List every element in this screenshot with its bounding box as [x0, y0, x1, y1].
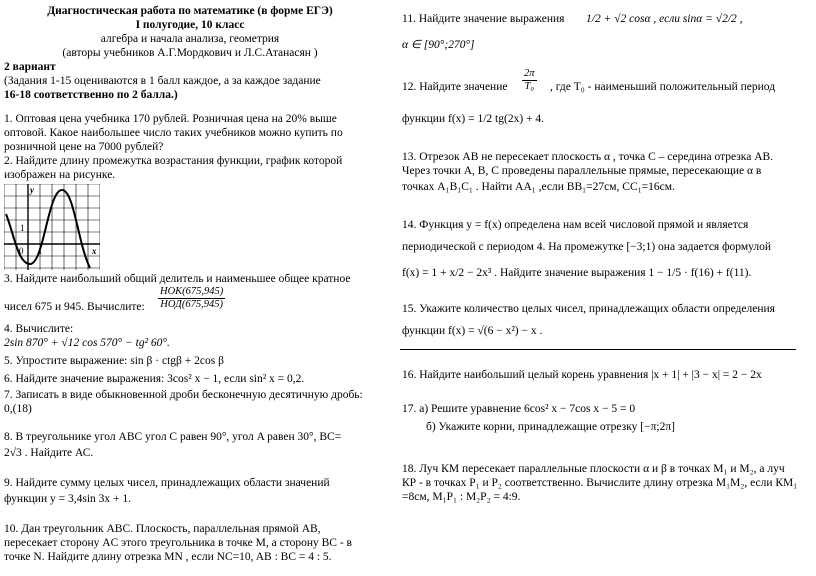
task-1-line-1: 1. Оптовая цена учебника 170 рублей. Розничная цена на 20% выше: [4, 113, 337, 125]
task-12-fraction: [522, 68, 537, 93]
task-5: 5. Упростите выражение: sin β · ctgβ + 2cos β: [4, 355, 224, 367]
task-10-line-2: пересекает сторону AC этого треугольника в точке M, а сторону BC - в: [4, 537, 352, 549]
task-10-line-1: 10. Дан треугольник ABC. Плоскость, параллельная прямой AB,: [4, 523, 321, 535]
task-6: 6. Найдите значение выражения: 3cos² x − 1, если sin² x = 0,2.: [4, 373, 305, 385]
task-3-denominator: НОД(675,945): [160, 299, 223, 310]
task-11-expression: 1/2 + √2 cosα , если sinα = √2/2 ,: [586, 13, 743, 25]
task-3-line-1: 3. Найдите наибольший общий делитель и наименьшее общее кратное: [4, 273, 351, 285]
task-12-numerator: 2π: [524, 68, 535, 79]
graph-origin-label: 0: [19, 246, 24, 256]
graph-one-x-label: 1: [38, 246, 43, 256]
doc-title: Диагностическая работа по математике (в форме ЕГЭ): [47, 5, 333, 17]
task-12-denominator: T₀: [524, 81, 534, 92]
task-12-line-1: 12. Найдите значение: [402, 81, 508, 93]
task-18-line-1: 18. Луч КМ пересекает параллельные плоскости α и β в точках M₁ и M₂, а луч: [402, 463, 785, 475]
task-4-expression: 2sin 870° + √12 cos 570° − tg² 60°.: [4, 337, 170, 349]
task-17-line-2: б) Укажите корни, принадлежащие отрезку [−π;2π]: [426, 421, 675, 433]
task-12-line-1b: , где T₀ - наименьший положительный период: [550, 81, 776, 93]
task-8-line-1: 8. В треугольнике угол ABC угол C равен 90°, угол A равен 30°, BC=: [4, 431, 342, 443]
task-2-line-1: 2. Найдите длину промежутка возрастания функции, график которой: [4, 155, 343, 167]
task-1-line-3: розничной цене на 7000 рублей?: [4, 141, 164, 153]
task-14-line-3: f(x) = 1 + x/2 − 2x³ . Найдите значение выражения 1 − 1/5 · f(16) + f(11).: [402, 267, 752, 279]
task-17-line-1: 17. а) Решите уравнение 6cos² x − 7cos x − 5 = 0: [402, 403, 636, 415]
task-3-line-2: чисел 675 и 945. Вычислите:: [4, 301, 145, 313]
task-13-line-1: 13. Отрезок АВ не пересекает плоскость α , точка С – середина отрезка АВ.: [402, 151, 774, 163]
task-11-line-2: α ∈ [90°;270°]: [402, 39, 475, 51]
task-7-line-2: 0,(18): [4, 403, 32, 415]
graph-y-label: y: [30, 185, 34, 195]
scoring-line-2: 16-18 соответственно по 2 балла.): [4, 89, 178, 101]
task-9-line-1: 9. Найдите сумму целых чисел, принадлежащих области значений: [4, 477, 330, 489]
task-8-line-2: 2√3 . Найдите АС.: [4, 447, 94, 459]
task-2-line-2: изображен на рисунке.: [4, 169, 116, 181]
doc-term: I полугодие, 10 класс: [135, 19, 245, 31]
task-13-line-2: Через точки А, В, С проведены параллельные прямые, пересекающие α в: [402, 165, 762, 177]
graph-x-label: x: [92, 246, 97, 256]
task-14-line-2: периодической с периодом 4. На промежутке [−3;1) она задается формулой: [402, 241, 772, 253]
task-15-line-1: 15. Укажите количество целых чисел, принадлежащих области определения: [402, 303, 775, 315]
task-3-numerator: НОК(675,945): [160, 286, 224, 297]
function-graph: [4, 184, 100, 270]
task-7-line-1: 7. Записать в виде обыкновенной дроби бесконечную десятичную дробь:: [4, 389, 363, 401]
task-18-line-3: =8см, M₁P₁ : M₂P₂ = 4:9.: [402, 491, 521, 503]
task-18-line-2: КР - в точках P₁ и P₂ соответственно. Вычислите длину отрезка M₁M₂, если КM₁: [402, 477, 798, 489]
task-1-line-2: оптовой. Какое наибольшее число таких учебников можно купить по: [4, 127, 343, 139]
task-15-line-2: функции f(x) = √(6 − x²) − x .: [402, 325, 543, 337]
doc-subject: алгебра и начала анализа, геометрия: [100, 33, 280, 45]
task-12-line-2: функции f(x) = 1/2 tg(2x) + 4.: [402, 113, 545, 125]
scoring-line-1: (Задания 1-15 оцениваются в 1 балл каждое, а за каждое задание: [4, 75, 321, 87]
task-11-line-1: 11. Найдите значение выражения: [402, 13, 565, 25]
task-16: 16. Найдите наибольший целый корень уравнения |x + 1| + |3 − x| = 2 − 2x: [402, 369, 762, 381]
task-9-line-2: функции y = 3,4sin 3x + 1.: [4, 493, 132, 505]
task-13-line-3: точках A₁B₁C₁ . Найти AA₁ ,если BB₁=27см, CC₁=16см.: [402, 181, 675, 193]
task-14-line-1: 14. Функция y = f(x) определена нам всей числовой прямой и является: [402, 219, 749, 231]
doc-authors: (авторы учебников А.Г.Мордкович и Л.С.Атанасян ): [62, 47, 318, 59]
task-4-label: 4. Вычислите:: [4, 323, 74, 335]
variant-label: 2 вариант: [4, 61, 56, 73]
section-divider: [400, 349, 796, 350]
task-10-line-3: точке N. Найдите длину отрезка MN , если NC=10, AB : BC = 4 : 5.: [4, 551, 332, 563]
task-3-fraction: [158, 286, 225, 311]
graph-one-y-label: 1: [20, 223, 25, 233]
